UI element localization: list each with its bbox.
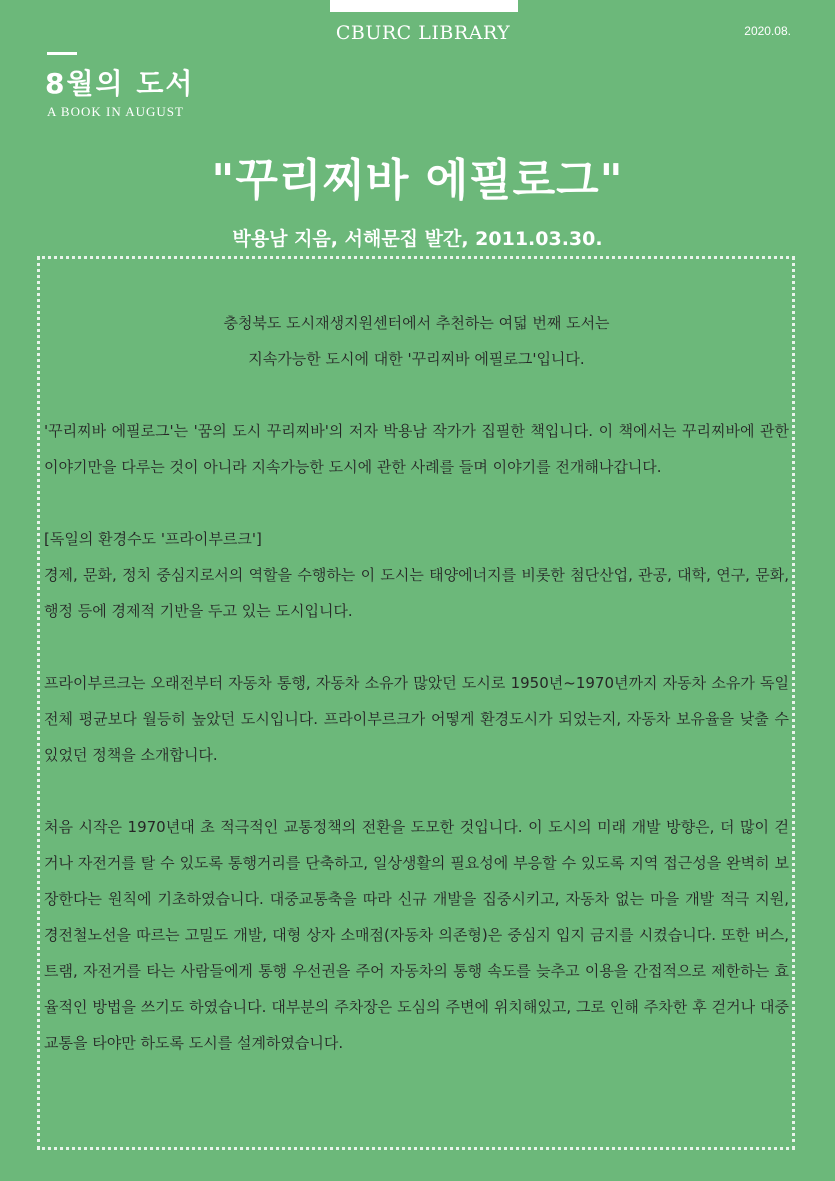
book-info: 박용남 지음, 서해문집 발간, 2011.03.30. bbox=[232, 228, 603, 250]
library-name: CBURC LIBRARY bbox=[335, 22, 511, 44]
section-title: [독일의 환경수도 '프라이부르크'] bbox=[44, 530, 262, 548]
month-title: 8월의 도서 bbox=[45, 67, 195, 100]
paragraph-3: 프라이부르크는 오래전부터 자동차 통행, 자동차 소유가 많았던 도시로 1950년~1970년까지 자동차 소유가 독일 전체 평균보다 월등히 높았던 도시입니다. 프라이부르크가 어떻게 환경도시가 되었는지, 자동차 보유율을 낮출 수 있었던 정책을 소개합니다. bbox=[44, 674, 789, 764]
issue-date: 2020.08. bbox=[744, 24, 791, 38]
paragraph-4: 처음 시작은 1970년대 초 적극적인 교통정책의 전환을 도모한 것입니다. 이 도시의 미래 개발 방향은, 더 많이 걷거나 자전거를 탈 수 있도록 통행거리를 단축하고, 일상생활의 필요성에 부응할 수 있도록 지역 접근성을 완벽히 보장한다는 원칙에 기초하였습니다. 대중교통축을 따라 신규 개발을 집중시키고, 자동차 없는 마을 개발 적극 지원, 경전철노선을 따르는 고밀도 개발, 대형 상자 소매점(자동차 의존형)은 중심지 입지 금지를 시켰습니다. 또한 버스, 트램, 자전거를 타는 사람들에게 통행 우선권을 주어 자동차의 통행 속도를 늦추고 이용을 간접적으로 제한하는 효율적인 방법을 쓰기도 하였습니다. 대부분의 주차장은 도심의 주변에 위치해있고, 그로 인해 주차한 후 걷거나 대중교통을 타야만 하도록 도시를 설계하였습니다. bbox=[44, 818, 789, 1052]
month-subtitle: A BOOK IN AUGUST bbox=[47, 104, 184, 119]
paragraph-1: '꾸리찌바 에필로그'는 '꿈의 도시 꾸리찌바'의 저자 박용남 작가가 집필한 책입니다. 이 책에서는 꾸리찌바에 관한 이야기만을 다루는 것이 아니라 지속가능한 도시에 관한 사례를 들며 이야기를 전개해나갑니다. bbox=[44, 422, 789, 476]
book-title: "꾸리찌바 에필로그" bbox=[211, 155, 624, 206]
intro-line-2: 지속가능한 도시에 대한 '꾸리찌바 에필로그'입니다. bbox=[248, 350, 585, 368]
paragraph-2: 경제, 문화, 정치 중심지로서의 역할을 수행하는 이 도시는 태양에너지를 비롯한 첨단산업, 관공, 대학, 연구, 문화, 행정 등에 경제적 기반을 두고 있는 도시입니다. bbox=[44, 566, 789, 620]
intro-paragraph bbox=[44, 305, 789, 377]
intro-line-1: 충청북도 도시재생지원센터에서 추천하는 여덟 번째 도서는 bbox=[223, 314, 610, 332]
top-tab-decoration bbox=[330, 0, 518, 12]
month-title-bar bbox=[47, 52, 77, 55]
content-text bbox=[44, 305, 789, 1061]
